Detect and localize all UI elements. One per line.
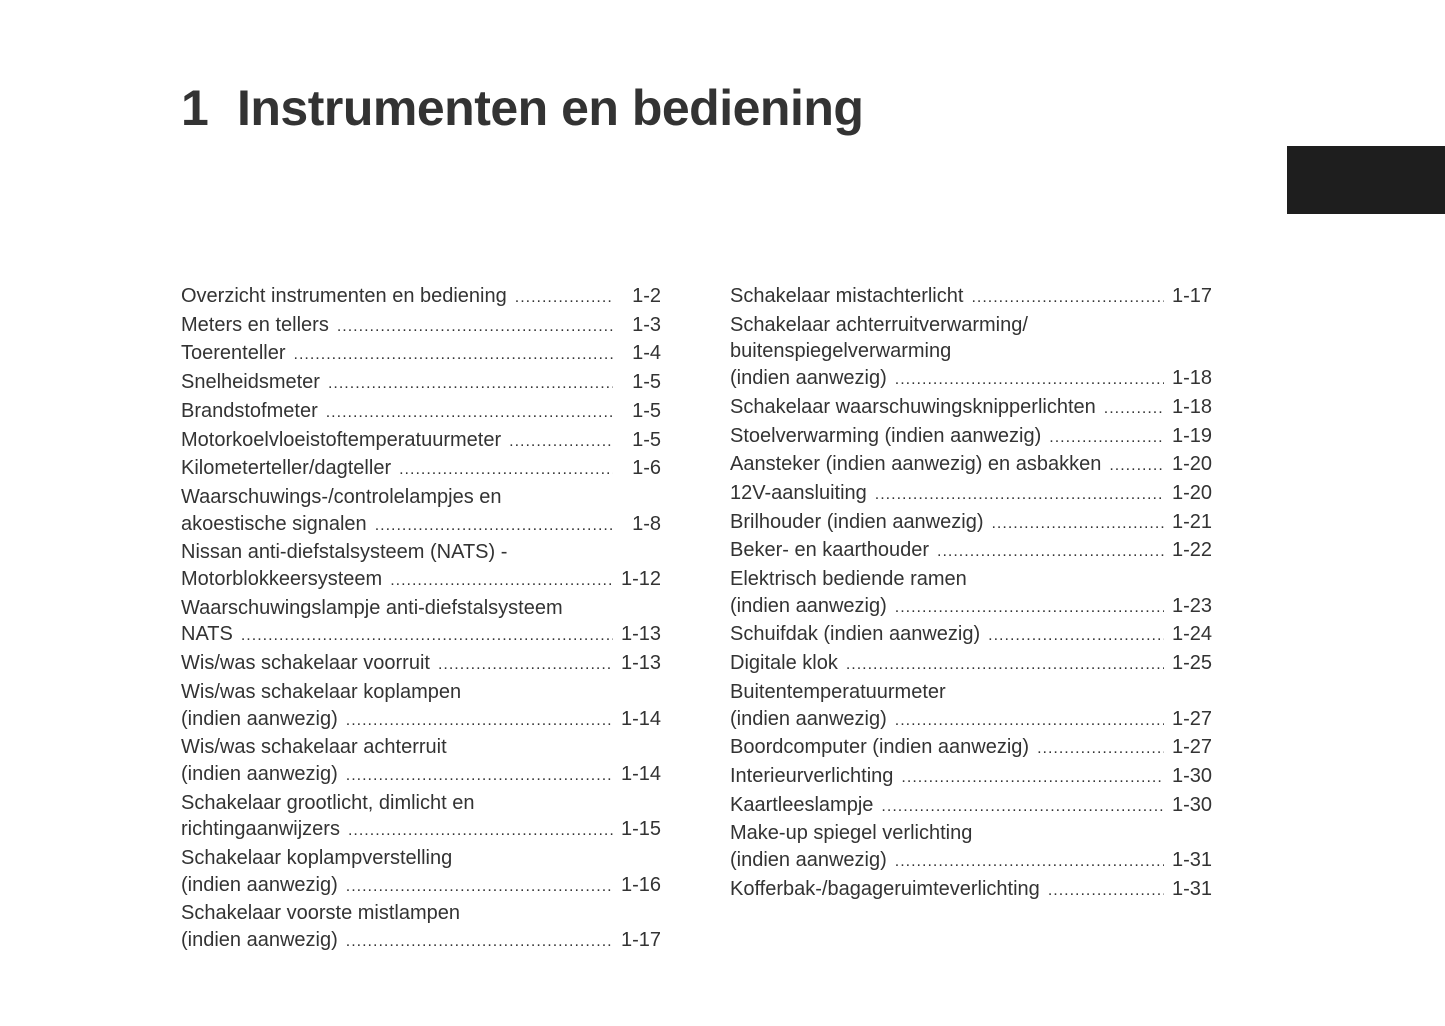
toc-entry[interactable] [181, 539, 661, 594]
toc-entry-line [181, 398, 661, 427]
dot-leader [895, 849, 1164, 876]
toc-entry-line [730, 763, 1212, 792]
toc-entry-page-number: 1-20 [1171, 481, 1212, 504]
toc-entry-line [181, 312, 661, 341]
toc-entry-page-number: 1-23 [1171, 594, 1212, 617]
toc-entry-page-number: 1-24 [1171, 623, 1212, 646]
toc-entry-title: Snelheidsmeter [181, 371, 320, 394]
dot-leader [937, 539, 1164, 566]
toc-left-column [181, 283, 661, 956]
toc-entry[interactable] [730, 763, 1212, 792]
toc-entry[interactable] [181, 427, 661, 456]
toc-entry-page-number: 1-31 [1171, 849, 1212, 872]
toc-entry-page-number: 1-5 [632, 428, 661, 451]
toc-entry-title: (indien aanwezig) [181, 707, 338, 730]
toc-entry[interactable] [730, 566, 1212, 621]
toc-entry-line [181, 455, 661, 484]
toc-entry-page-number: 1-21 [1171, 510, 1212, 533]
toc-entry-page-number: 1-16 [620, 873, 661, 896]
toc-entry-title-line: Schakelaar achterruitverwarming/ [730, 313, 1028, 336]
toc-entry-line [730, 537, 1212, 566]
toc-entry-page-number: 1-14 [620, 762, 661, 785]
toc-entry-title-line: Schakelaar koplampverstelling [181, 847, 453, 870]
dot-leader [337, 314, 613, 341]
toc-entry-line [181, 761, 661, 790]
toc-entry[interactable] [730, 451, 1212, 480]
toc-entry[interactable] [181, 845, 661, 900]
toc-entry-line [730, 621, 1212, 650]
toc-right-column [730, 283, 1212, 904]
toc-entry[interactable] [730, 820, 1212, 875]
toc-entry-title: (indien aanwezig) [181, 762, 338, 785]
toc-entry-line [181, 621, 661, 650]
toc-entry-title-line: Schakelaar grootlicht, dimlicht en [181, 791, 475, 814]
toc-entry-title-line: Elektrisch bediende ramen [730, 568, 967, 591]
toc-entry[interactable] [730, 792, 1212, 821]
toc-entry-line [730, 706, 1212, 735]
toc-entry-line [181, 511, 661, 540]
toc-entry[interactable] [730, 312, 1212, 394]
toc-entry-title-line: Make-up spiegel verlichting [730, 822, 973, 845]
toc-entry[interactable] [181, 679, 661, 734]
toc-entry-line [730, 847, 1212, 876]
toc-entry-line [730, 509, 1212, 538]
toc-entry-page-number: 1-6 [632, 457, 661, 480]
toc-entry-title: 12V-aansluiting [730, 481, 867, 504]
dot-leader [1037, 736, 1164, 763]
dot-leader [988, 623, 1164, 650]
dot-leader [241, 623, 613, 650]
dot-leader [294, 342, 613, 369]
toc-entry[interactable] [181, 398, 661, 427]
toc-entry-line [181, 340, 661, 369]
dot-leader [326, 400, 613, 427]
toc-entry[interactable] [730, 537, 1212, 566]
toc-entry-page-number: 1-4 [632, 342, 661, 365]
toc-entry-title: Meters en tellers [181, 313, 329, 336]
chapter-thumb-tab [1287, 146, 1445, 214]
dot-leader [1049, 425, 1164, 452]
toc-entry-page-number: 1-30 [1171, 764, 1212, 787]
toc-entry-line [181, 872, 661, 901]
dot-leader [875, 482, 1164, 509]
dot-leader [390, 568, 613, 595]
toc-entry-title: Kaartleeslampje [730, 793, 874, 816]
toc-entry-line [730, 394, 1212, 423]
toc-entry-title: Brilhouder (indien aanwezig) [730, 510, 984, 533]
toc-entry-title-line: Schakelaar voorste mistlampen [181, 902, 461, 925]
toc-entry-title: Schakelaar waarschuwingsknipperlichten [730, 395, 1096, 418]
toc-entry-title: (indien aanwezig) [730, 707, 887, 730]
dot-leader [328, 371, 613, 398]
toc-entry-line [181, 927, 661, 956]
toc-entry-title-line: Wis/was schakelaar achterruit [181, 736, 447, 759]
toc-entry-line [181, 566, 661, 595]
toc-entry[interactable] [181, 484, 661, 539]
toc-entry-title: Kofferbak-/bagageruimteverlichting [730, 877, 1040, 900]
dot-leader [895, 367, 1164, 394]
toc-entry-line [730, 283, 1212, 312]
toc-entry[interactable] [181, 340, 661, 369]
dot-leader [846, 652, 1164, 679]
toc-entry-title: Aansteker (indien aanwezig) en asbakken [730, 453, 1102, 476]
toc-entry-line [730, 480, 1212, 509]
toc-entry[interactable] [181, 369, 661, 398]
toc-entry-page-number: 1-13 [620, 652, 661, 675]
toc-entry-title: Wis/was schakelaar voorruit [181, 652, 430, 675]
toc-entry[interactable] [181, 790, 661, 845]
toc-entry-page-number: 1-13 [620, 623, 661, 646]
toc-entry-title: NATS [181, 623, 233, 646]
toc-entry-page-number: 1-31 [1171, 877, 1212, 900]
toc-entry-title-line: Waarschuwings-/controlelampjes en [181, 485, 502, 508]
toc-entry[interactable] [181, 455, 661, 484]
toc-entry-line [181, 816, 661, 845]
toc-entry-line [730, 423, 1212, 452]
toc-entry-line [181, 427, 661, 456]
toc-entry[interactable] [181, 312, 661, 341]
toc-entry-page-number: 1-27 [1171, 736, 1212, 759]
toc-entry-title: Motorkoelvloeistoftemperatuurmeter [181, 428, 502, 451]
toc-entry-page-number: 1-8 [632, 512, 661, 535]
toc-entry-page-number: 1-20 [1171, 453, 1212, 476]
toc-entry-title: richtingaanwijzers [181, 818, 340, 841]
dot-leader [971, 285, 1164, 312]
toc-entry-title: Toerenteller [181, 342, 286, 365]
toc-entry-page-number: 1-25 [1171, 652, 1212, 675]
toc-entry-page-number: 1-17 [620, 929, 661, 952]
toc-entry-page-number: 1-2 [632, 285, 661, 307]
toc-entry[interactable] [730, 509, 1212, 538]
toc-entry-line [730, 734, 1212, 763]
dot-leader [346, 708, 613, 735]
toc-entry-page-number: 1-17 [1171, 285, 1212, 307]
chapter-title [181, 76, 863, 140]
toc-entry-line [730, 650, 1212, 679]
toc-entry-page-number: 1-19 [1171, 424, 1212, 447]
toc-entry[interactable] [181, 650, 661, 679]
toc-entry-line [181, 650, 661, 679]
toc-entry[interactable] [181, 734, 661, 789]
dot-leader [1048, 878, 1164, 905]
toc-entry[interactable] [730, 679, 1212, 734]
toc-entry[interactable] [730, 876, 1212, 905]
chapter-title-text: Instrumenten en bediening [237, 80, 864, 136]
dot-leader [1104, 396, 1164, 423]
toc-entry-title: Brandstofmeter [181, 399, 318, 422]
toc-entry-title: Beker- en kaarthouder [730, 539, 930, 562]
toc-entry-page-number: 1-27 [1171, 707, 1212, 730]
toc-entry-page-number: 1-30 [1171, 793, 1212, 816]
toc-entry-title: (indien aanwezig) [730, 594, 887, 617]
dot-leader [1109, 453, 1164, 480]
toc-entry-line [730, 451, 1212, 480]
toc-entry-title: (indien aanwezig) [730, 849, 887, 872]
toc-entry[interactable] [181, 283, 661, 312]
dot-leader [509, 429, 613, 456]
toc-entry-line [181, 283, 661, 312]
toc-entry-page-number: 1-12 [620, 568, 661, 591]
toc-entry-page-number: 1-3 [632, 313, 661, 336]
toc-entry-title: Digitale klok [730, 652, 838, 675]
toc-entry[interactable] [730, 734, 1212, 763]
toc-entry-title: Motorblokkeersysteem [181, 568, 383, 591]
toc-entry-title: Overzicht instrumenten en bediening [181, 285, 507, 307]
toc-entry[interactable] [730, 480, 1212, 509]
toc-entry[interactable] [730, 283, 1212, 312]
toc-entry-title: (indien aanwezig) [181, 929, 338, 952]
toc-entry-title: Schuifdak (indien aanwezig) [730, 623, 981, 646]
toc-entry[interactable] [730, 621, 1212, 650]
toc-entry-line [181, 706, 661, 735]
toc-entry-line [730, 365, 1212, 394]
toc-entry-title: Interieurverlichting [730, 764, 894, 787]
dot-leader [515, 285, 613, 312]
toc-entry-title-line: Nissan anti-diefstalsysteem (NATS) - [181, 541, 508, 564]
toc-entry-title: Kilometerteller/dagteller [181, 457, 392, 480]
toc-entry-line [730, 792, 1212, 821]
toc-entry-title: Schakelaar mistachterlicht [730, 285, 964, 307]
toc-entry-line [730, 593, 1212, 622]
toc-entry-page-number: 1-22 [1171, 539, 1212, 562]
toc-entry-title: Boordcomputer (indien aanwezig) [730, 736, 1030, 759]
toc-entry-line [181, 369, 661, 398]
toc-entry-title-line: buitenspiegelverwarming [730, 340, 952, 363]
chapter-number: 1 [181, 80, 209, 136]
toc-entry-line [730, 876, 1212, 905]
dot-leader [991, 511, 1163, 538]
toc-entry-title-line: Waarschuwingslampje anti-diefstalsysteem [181, 596, 563, 619]
toc-entry[interactable] [181, 595, 661, 650]
dot-leader [346, 874, 613, 901]
toc-entry-title-line: Buitentemperatuurmeter [730, 680, 946, 703]
toc-entry[interactable] [181, 900, 661, 955]
toc-entry[interactable] [730, 650, 1212, 679]
toc-entry-page-number: 1-5 [632, 399, 661, 422]
dot-leader [346, 763, 613, 790]
toc-entry-title-line: Wis/was schakelaar koplampen [181, 680, 462, 703]
toc-entry[interactable] [730, 394, 1212, 423]
toc-entry-title: akoestische signalen [181, 512, 367, 535]
dot-leader [399, 457, 613, 484]
dot-leader [881, 794, 1164, 821]
toc-entry-page-number: 1-18 [1171, 395, 1212, 418]
toc-entry[interactable] [730, 423, 1212, 452]
dot-leader [348, 818, 613, 845]
dot-leader [901, 765, 1164, 792]
dot-leader [895, 595, 1164, 622]
dot-leader [438, 652, 613, 679]
toc-entry-page-number: 1-14 [620, 707, 661, 730]
dot-leader [346, 929, 613, 956]
toc-entry-page-number: 1-5 [632, 371, 661, 394]
toc-entry-title: Stoelverwarming (indien aanwezig) [730, 424, 1042, 447]
toc-entry-title: (indien aanwezig) [730, 367, 887, 390]
toc-entry-title: (indien aanwezig) [181, 873, 338, 896]
dot-leader [375, 513, 613, 540]
dot-leader [895, 708, 1164, 735]
toc-entry-page-number: 1-18 [1171, 367, 1212, 390]
toc-entry-page-number: 1-15 [620, 818, 661, 841]
